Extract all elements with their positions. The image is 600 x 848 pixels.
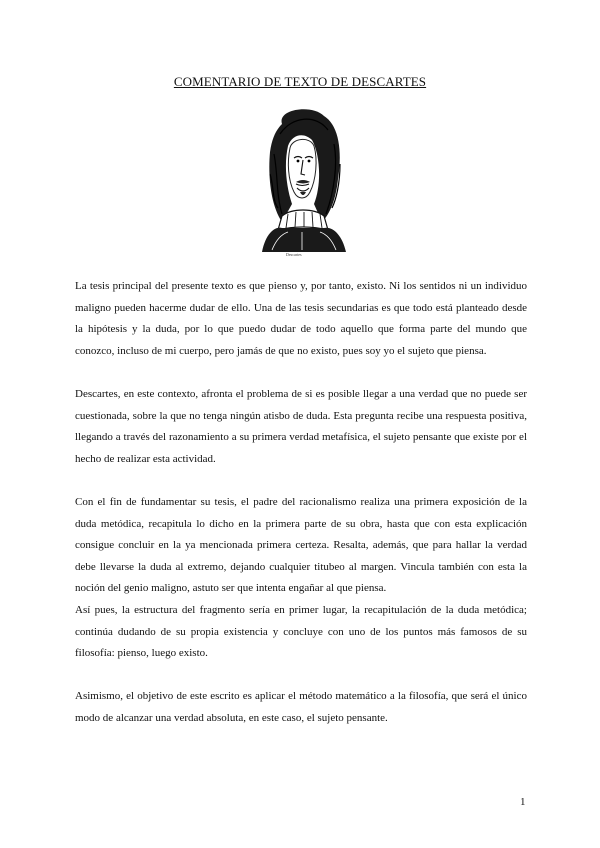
portrait-engraving (252, 104, 352, 252)
paragraph-spacer (75, 362, 527, 384)
page-number: 1 (520, 796, 526, 808)
paragraph-thesis: La tesis principal del presente texto es que pienso y, por tanto, existo. Ni los sentidos ni un individuo maligno pueden hacerme dudar de ello. Una de las tesis secundarias es que todo está planteado desde la hipótesis y la duda, por lo que puedo dudar de todo aquello que forma parte del mundo que conozco, incluso de mi cuerpo, pero jamás de que no existo, pues soy yo el sujeto que piensa. (75, 280, 527, 357)
paragraph-structure: Así pues, la estructura del fragmento sería en primer lugar, la recapitulación de la duda metódica; continúa dudando de su propia existencia y concluye con uno de los puntos más famosos de su filosofía: pienso, luego existo. (75, 603, 527, 660)
paragraph-context: Descartes, en este contexto, afronta el problema de si es posible llegar a una verdad que no puede ser cuestionada, sobre la que no tenga ningún atisbo de duda. Esta pregunta recibe una respuesta positiva, llegando a través del razonamiento a su primera verdad metafísica, el sujeto pensante que existe por el hecho de realizar esta actividad. (75, 387, 527, 465)
descartes-portrait (252, 104, 352, 252)
paragraph-argument: Con el fin de fundamentar su tesis, el padre del racionalismo realiza una primera exposición de la duda metódica, recapitula lo dicho en la primera parte de su obra, hasta que con esta explicación consigue concluir en la ya mencionada primera certeza. Resalta, además, que para hallar la verdad debe llevarse la duda al extremo, dejando cualquier titubeo al margen. Vincula también con esta la noción del genio maligno, astuto ser que intenta engañar al que piensa. (75, 495, 527, 595)
paragraph-spacer (75, 470, 527, 492)
paragraph-spacer (75, 665, 527, 687)
portrait-caption: Descartes (286, 252, 302, 257)
document-title: COMENTARIO DE TEXTO DE DESCARTES (173, 74, 427, 89)
body-text (75, 276, 527, 729)
paragraph-objective: Asimismo, el objetivo de este escrito es aplicar el método matemático a la filosofía, que será el único modo de alcanzar una verdad absoluta, en este caso, el sujeto pensante. (75, 690, 527, 724)
